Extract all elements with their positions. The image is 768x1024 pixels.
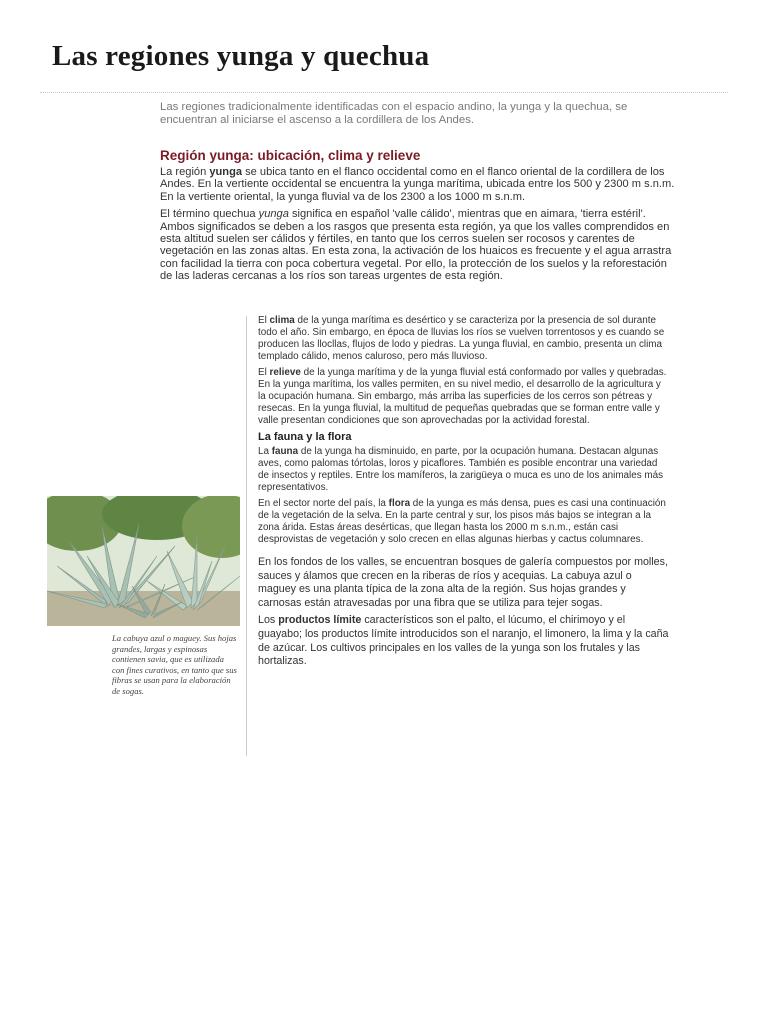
subheading-fauna-flora: La fauna y la flora <box>258 431 352 443</box>
paragraph-valles: En los fondos de los valles, se encuentran bosques de galería compuestos por molles, sauces y álamos que crecen en la riberas de ríos y acequias. La cabuya azul o maguey es una planta típica de la zona alta de la región. Sus hojas grandes y carnosas están atravesadas por una fibra que se utiliza para tejer sogas. <box>258 556 668 609</box>
intro-paragraph: Las regiones tradicionalmente identificadas con el espacio andino, la yunga y la quechua, se encuentran al iniciarse el ascenso a la cordillera de los Andes. <box>160 101 628 126</box>
section-heading: Región yunga: ubicación, clima y relieve <box>160 148 421 163</box>
term-yunga-italic: yunga <box>258 208 289 221</box>
paragraph-significado: El término quechua yunga significa en español 'valle cálido', mientras que en aimara, 'tierra estéril'. Ambos significados se deben a los rasgos que presenta esta región, ya que los valles comprendidos en esta altitud suelen ser cálidos y fértiles, en tanto que los cerros suelen ser rocosos y carentes de vegetación en las zonas altas. En esta zona, la activación de los huaicos es frecuente y el agua arrastra con facilidad la tierra con poca cobertura vegetal. Por ello, la protección de los suelos y la reforestación de las laderas cercanas a los ríos son tareas urgentes de esta región. <box>160 208 672 283</box>
column-divider <box>246 316 247 756</box>
agave-photo <box>47 496 240 626</box>
term-yunga: yunga <box>209 166 243 178</box>
paragraph-ubicacion: La región yunga se ubica tanto en el flanco occidental como en el flanco oriental de la cordillera de los Andes. En la vertiente occidental se encuentra la yunga marítima, ubicada entre los 500 y 2300 m s.n.m. En la vertiente oriental, la yunga fluvial va de los 2300 a los 1000 m s.n.m. <box>160 166 675 203</box>
photo-caption: La cabuya azul o maguey. Sus hojas grandes, largas y espinosas contienen savia, que es utilizada con fines curativos, en tanto que sus fibras se usan para la elaboración de sogas. <box>112 633 237 696</box>
paragraph-fauna: La fauna de la yunga ha disminuido, en parte, por la ocupación humana. Destacan algunas aves, como palomas tórtolas, loros y picaflores. También es posible encontrar una variedad de insectos y reptiles. Entre los mamíferos, la zarigüeya o muca es uno de los animales más representativos. <box>258 446 664 493</box>
title-divider <box>40 92 728 93</box>
paragraph-flora: En el sector norte del país, la flora de la yunga es más densa, pues es casi una continuación de la vegetación de la selva. En la parte central y sur, los pisos más bajos se integran a la zona árida. Estas áreas desérticas, que llegan hasta los 2000 m s.n.m., están casi desprovistas de vegetación y solo crecen en ellas algunas hierbas y cactus columnares. <box>258 498 666 545</box>
page-title: Las regiones yunga y quechua <box>52 40 430 72</box>
agave-illustration <box>47 496 240 626</box>
paragraph-productos: Los productos límite característicos son el palto, el lúcumo, el chirimoyo y el guayabo; los productos límite introducidos son el naranjo, el limonero, la lima y la caña de azúcar. Los cultivos principales en los valles de la yunga son los frutales y las hortalizas. <box>258 614 669 668</box>
paragraph-clima: El clima de la yunga marítima es desértico y se caracteriza por la presencia de sol durante todo el año. Sin embargo, en época de lluvias los ríos se vuelven torrentosos y es cuando se producen las llocllas, flujos de lodo y piedras. La yunga fluvial, en cambio, presenta un clima templado cálido, menos caluroso, pero más lluvioso. <box>258 315 665 362</box>
upper-text-block <box>160 166 676 288</box>
main-column <box>258 315 670 673</box>
paragraph-relieve: El relieve de la yunga marítima y de la yunga fluvial está conformado por valles y quebradas. En la yunga marítima, los valles permiten, en su nivel medio, el desarrollo de la agricultura y la ocupación humana. Sin embargo, más arriba las superficies de los cerros son pétreas y resecas. En la yunga fluvial, la multitud de pequeñas quebradas que se forman entre valle y valle presentan condiciones que son aprovechadas por la actividad forestal. <box>258 367 667 426</box>
